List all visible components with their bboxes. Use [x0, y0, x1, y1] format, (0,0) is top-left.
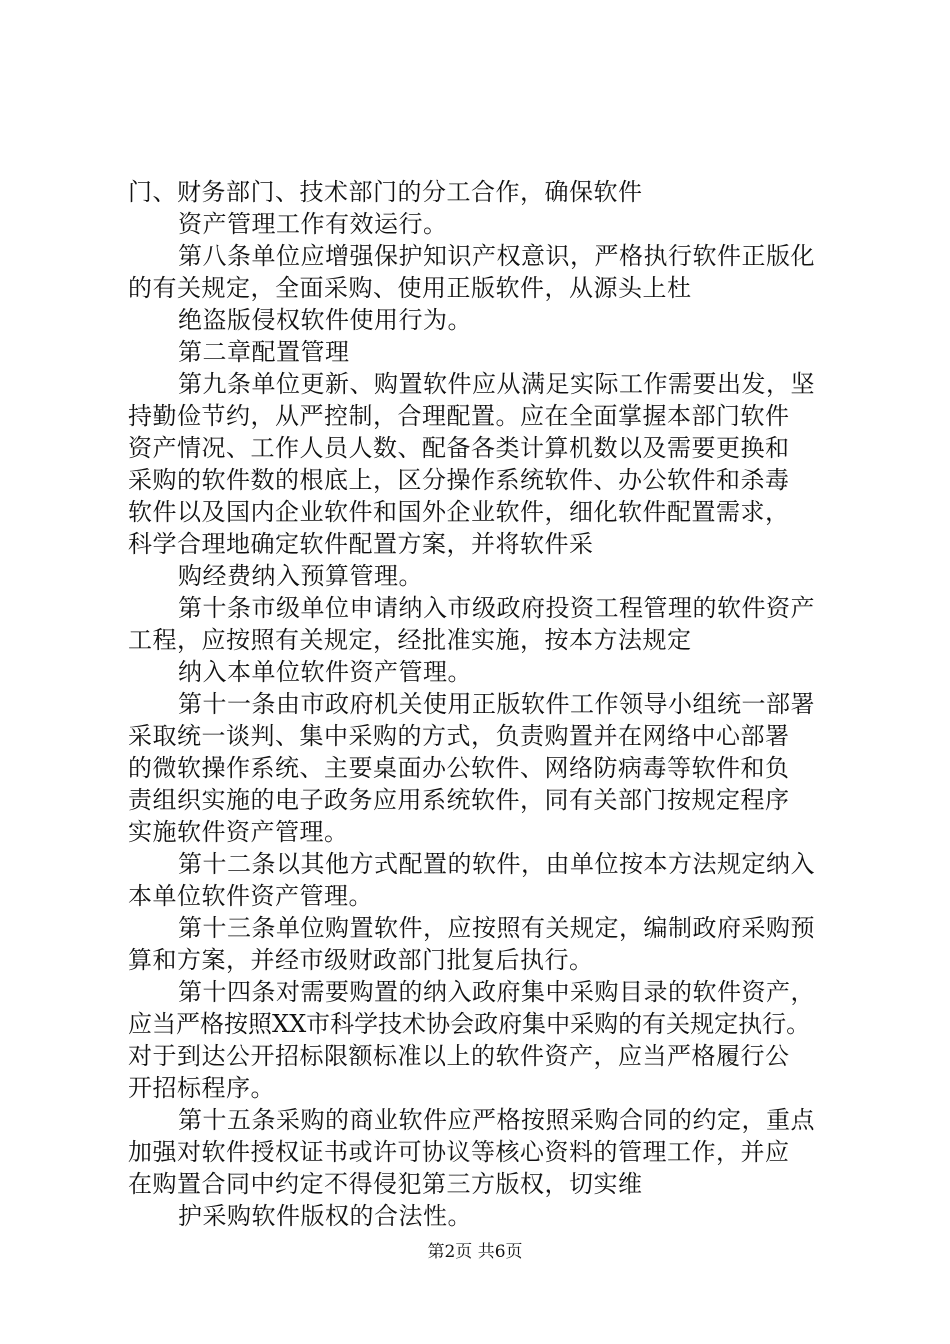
body-line: 采购的软件数的根底上，区分操作系统软件、办公软件和杀毒 [128, 466, 790, 494]
chapter-heading: 第二章配置管理 [178, 338, 350, 366]
body-line: 第九条单位更新、购置软件应从满足实际工作需要出发，坚 [178, 370, 815, 398]
body-line: 本单位软件资产管理。 [128, 882, 373, 910]
body-line: 对于到达公开招标限额标准以上的软件资产，应当严格履行公 [128, 1042, 790, 1070]
body-line: 第八条单位应增强保护知识产权意识，严格执行软件正版化 [178, 242, 815, 270]
body-line: 责组织实施的电子政务应用系统软件，同有关部门按规定程序 [128, 786, 790, 814]
body-line: 的有关规定，全面采购、使用正版软件，从源头上杜 [128, 274, 692, 302]
page-number-footer: 第2页 共6页 [427, 1242, 523, 1262]
body-line: 工程，应按照有关规定，经批准实施，按本方法规定 [128, 626, 692, 654]
body-line: 第十一条由市政府机关使用正版软件工作领导小组统一部署 [178, 690, 815, 718]
body-line: 护采购软件版权的合法性。 [178, 1202, 472, 1230]
body-line: 纳入本单位软件资产管理。 [178, 658, 472, 686]
body-line: 科学合理地确定软件配置方案，并将软件采 [128, 530, 594, 558]
body-line: 绝盗版侵权软件使用行为。 [178, 306, 472, 334]
body-line: 第十四条对需要购置的纳入政府集中采购目录的软件资产， [178, 978, 815, 1006]
body-line: 持勤俭节约，从严控制，合理配置。应在全面掌握本部门软件 [128, 402, 790, 430]
body-line: 第十三条单位购置软件，应按照有关规定，编制政府采购预 [178, 914, 815, 942]
body-line: 采取统一谈判、集中采购的方式，负责购置并在网络中心部署 [128, 722, 790, 750]
body-line: 第十条市级单位申请纳入市级政府投资工程管理的软件资产 [178, 594, 815, 622]
body-line: 购经费纳入预算管理。 [178, 562, 423, 590]
body-line: 加强对软件授权证书或许可协议等核心资料的管理工作，并应 [128, 1138, 790, 1166]
body-line: 第十二条以其他方式配置的软件，由单位按本方法规定纳入 [178, 850, 815, 878]
body-line: 应当严格按照XX市科学技术协会政府集中采购的有关规定执行。 [128, 1010, 811, 1038]
body-line: 开招标程序。 [128, 1074, 275, 1102]
body-line: 的微软操作系统、主要桌面办公软件、网络防病毒等软件和负 [128, 754, 790, 782]
body-line: 软件以及国内企业软件和国外企业软件，细化软件配置需求， [128, 498, 790, 526]
body-line: 资产管理工作有效运行。 [178, 210, 448, 238]
body-line: 在购置合同中约定不得侵犯第三方版权，切实维 [128, 1170, 643, 1198]
body-line: 门、财务部门、技术部门的分工合作，确保软件 [128, 178, 643, 206]
body-line: 实施软件资产管理。 [128, 818, 349, 846]
body-line: 算和方案，并经市级财政部门批复后执行。 [128, 946, 594, 974]
body-line: 第十五条采购的商业软件应严格按照采购合同的约定，重点 [178, 1106, 815, 1134]
body-line: 资产情况、工作人员人数、配备各类计算机数以及需要更换和 [128, 434, 790, 462]
